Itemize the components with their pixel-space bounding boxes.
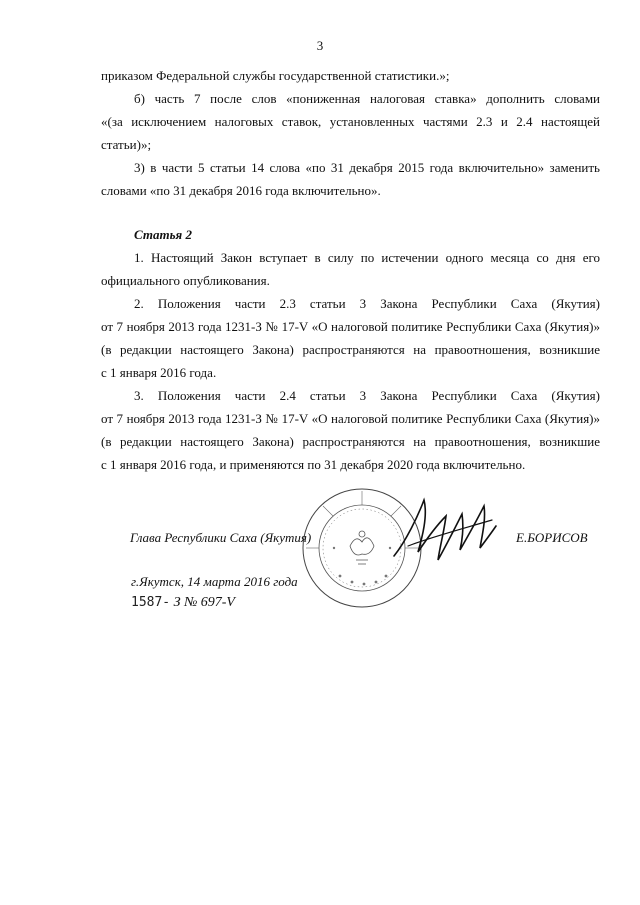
text-line: словами «по 31 декабря 2016 года включительно». (101, 183, 381, 198)
signer-title: Глава Республики Саха (Якутия) (130, 530, 312, 545)
text-line: «(за исключением налоговых ставок, установленных частями 2.3 и 2.4 настоящей (101, 114, 600, 129)
registration-number-printed: З № 697-V (173, 595, 235, 610)
signer-name: Е.БОРИСОВ (516, 530, 588, 545)
article-heading: Статья 2 (134, 227, 192, 242)
text-line: от 7 ноября 2013 года 1231-З № 17-V «О налоговой политике Республики Саха (Якутия)» (101, 319, 600, 334)
text-line: 3. Положения части 2.4 статьи 3 Закона Республики Саха (Якутия) (134, 388, 600, 403)
text-line: (в редакции настоящего Закона) распространяются на правоотношения, возникшие (101, 342, 600, 357)
text-line: приказом Федеральной службы государственной статистики.»; (101, 68, 450, 83)
text-line: с 1 января 2016 года, и применяются по 31 декабря 2020 года включительно. (101, 457, 526, 472)
text-line: 1. Настоящий Закон вступает в силу по истечении одного месяца со дня его (134, 250, 600, 265)
text-line: 2. Положения части 2.3 статьи 3 Закона Республики Саха (Якутия) (134, 296, 600, 311)
text-line: с 1 января 2016 года. (101, 365, 217, 380)
text-line: 3) в части 5 статьи 14 слова «по 31 декабря 2015 года включительно» заменить (134, 160, 600, 175)
handwritten-signature (388, 486, 498, 574)
registration-number-handwritten: 1587- (131, 595, 171, 610)
document-body (101, 64, 600, 476)
text-line: б) часть 7 после слов «пониженная налоговая ставка» дополнить словами (134, 91, 600, 106)
text-line: официального опубликования. (101, 273, 270, 288)
page-number: 3 (316, 38, 324, 53)
text-line: статьи)»; (101, 137, 152, 152)
text-line: от 7 ноября 2013 года 1231-З № 17-V «О налоговой политике Республики Саха (Якутия)» (101, 411, 600, 426)
text-line: (в редакции настоящего Закона) распространяются на правоотношения, возникшие (101, 434, 600, 449)
registration-number (131, 595, 235, 611)
place-and-date: г.Якутск, 14 марта 2016 года (131, 574, 298, 589)
